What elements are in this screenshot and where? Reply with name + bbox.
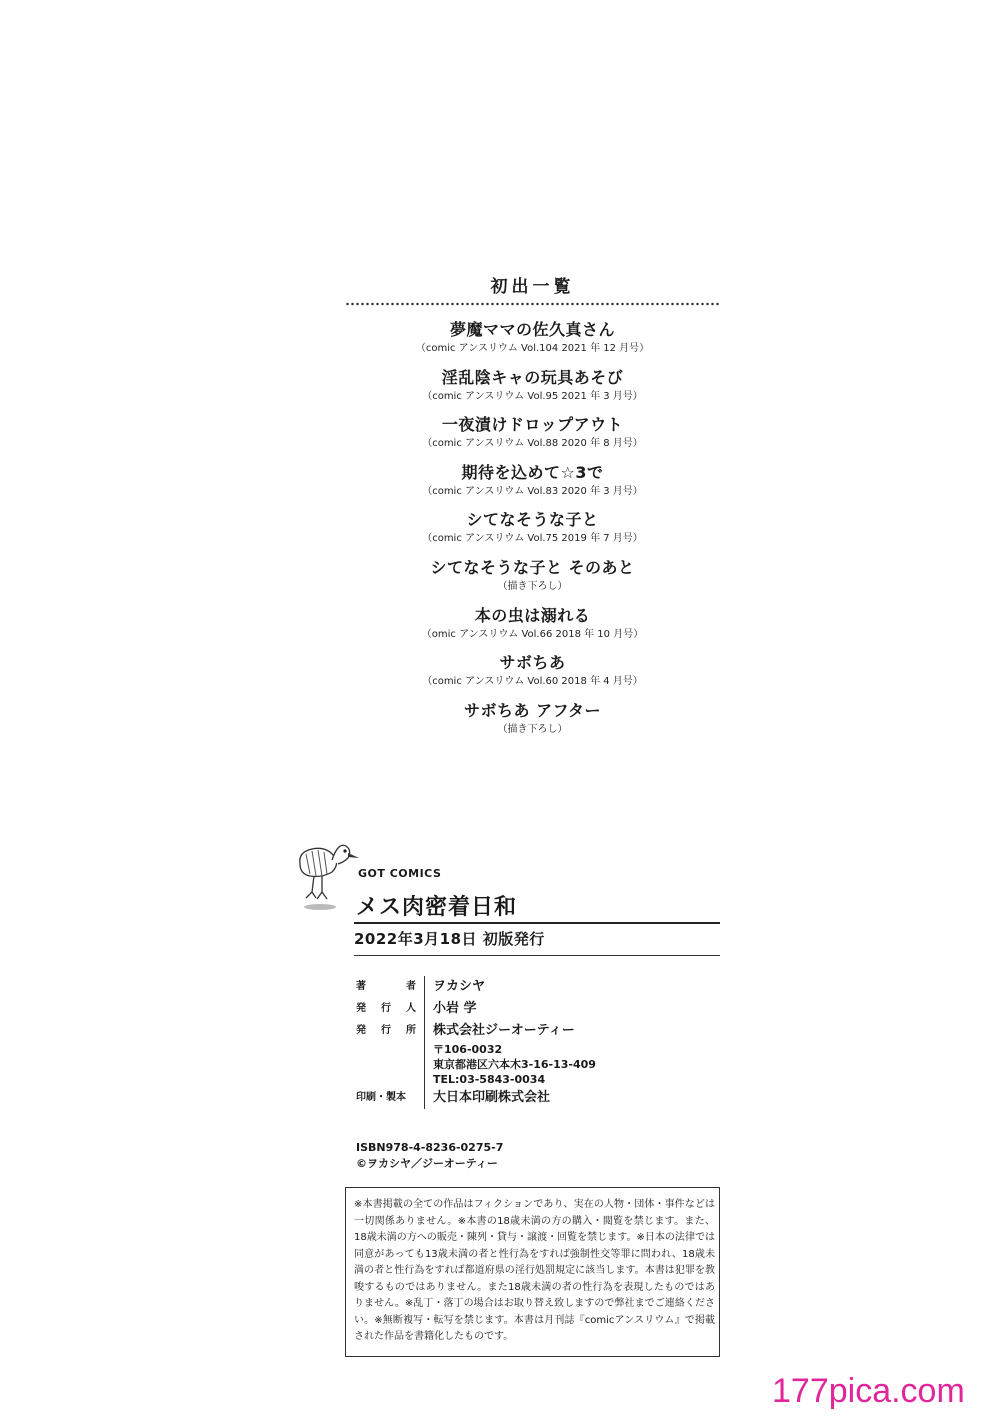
- publisher-person-row: [356, 998, 726, 1020]
- toc-entry: [345, 461, 720, 509]
- toc-title: シてなそうな子と そのあと: [430, 557, 635, 577]
- tel: TEL:03-5843-0034: [433, 1073, 546, 1086]
- toc-title: 一夜漬けドロップアウト: [441, 415, 624, 435]
- toc-source: （comic アンスリウム Vol.75 2019 年 7 月号）: [422, 533, 643, 545]
- toc-source: （comic アンスリウム Vol.104 2021 年 12 月号）: [415, 343, 650, 354]
- publisher-person: 小岩 学: [433, 1001, 477, 1016]
- author-label: 著 者: [356, 981, 416, 992]
- toc-title: シてなそうな子と: [466, 510, 599, 530]
- toc-source: （comic アンスリウム Vol.83 2020 年 3 月号）: [422, 485, 643, 497]
- book-title: メス肉密着日和: [356, 895, 518, 920]
- toc-source: （comic アンスリウム Vol.88 2020 年 8 月号）: [422, 438, 643, 450]
- address: 東京都港区六本木3-16-13-409: [433, 1058, 596, 1071]
- printer-row: [356, 1087, 726, 1109]
- colophon: [356, 976, 726, 1109]
- imprint-label: GOT COMICS: [358, 867, 442, 880]
- date-rule: [354, 955, 720, 956]
- legal-notice: ※本書掲載の全ての作品はフィクションであり、実在の人物・団体・事件などは一切関係ありません。※本書の18歳未満の方の購入・閲覧を禁じます。また、18歳未満の方への販売・陳列・貸与・譲渡・回覧を禁じます。※日本の法律では同意があっても13歳未満の者と性行為をすれば強制性交等罪に問われ、18歳未満の者と性行為をすれば都道府県の淫行処罰規定に該当します。本書は犯罪を教唆するものではありません。また18歳未満の者の性行為を表現したものではありません。※乱丁・落丁の場合はお取り替え致しますので弊社までご連絡ください。※無断複写・転写を禁じます。本書は月刊誌『comicアンスリウム』で掲載された作品を書籍化したものです。: [345, 1187, 720, 1357]
- publisher-label: 発 行 所: [356, 1025, 416, 1036]
- toc-entry: [345, 413, 720, 461]
- title-rule: [354, 922, 720, 924]
- toc-title: 夢魔ママの佐久真さん: [449, 320, 615, 339]
- publisher-person-label: 発 行 人: [356, 1003, 416, 1014]
- toc-title: サボちあ: [499, 653, 566, 673]
- publish-date: 2022年3月18日 初版発行: [354, 930, 545, 948]
- toc-entry: [345, 508, 720, 556]
- toc-title: 淫乱陰キャの玩具あそび: [441, 367, 624, 387]
- toc-entry: [345, 651, 720, 699]
- toc-entry: [345, 604, 720, 652]
- toc-source: （描き下ろし）: [497, 723, 568, 735]
- toc-source: （omic アンスリウム Vol.66 2018 年 10 月号）: [421, 628, 644, 640]
- author-name: ヲカシヤ: [433, 979, 486, 994]
- toc-entry: [345, 556, 720, 604]
- printer-name: 大日本印刷株式会社: [433, 1090, 551, 1105]
- watermark: 177pica.com: [772, 1372, 965, 1410]
- toc-source: （comic アンスリウム Vol.60 2018 年 4 月号）: [422, 676, 643, 688]
- toc-entry: [345, 318, 720, 366]
- toc-entry: [345, 366, 720, 414]
- copyright: ©ヲカシヤ／ジーオーティー: [356, 1157, 498, 1170]
- isbn-block: [356, 1140, 503, 1172]
- toc-heading: 初出一覧: [490, 277, 575, 297]
- publisher-name: 株式会社ジーオーティー: [433, 1023, 575, 1038]
- toc-title: サボちあ アフター: [464, 700, 601, 720]
- toc-list: [345, 318, 720, 746]
- bird-logo-icon: [292, 836, 362, 916]
- toc-source: （描き下ろし）: [497, 580, 568, 592]
- publisher-block: [433, 1020, 726, 1087]
- publisher-row: [356, 1020, 726, 1087]
- isbn: ISBN978-4-8236-0275-7: [356, 1141, 504, 1154]
- toc-title: 期待を込めて☆3で: [461, 462, 604, 482]
- postal-code: 〒106-0032: [433, 1043, 503, 1056]
- toc-title: 本の虫は溺れる: [474, 605, 591, 625]
- author-row: [356, 976, 726, 998]
- dotted-divider: [345, 302, 720, 306]
- toc-entry: [345, 699, 720, 747]
- printer-label: 印刷・製本: [356, 1092, 406, 1103]
- toc-source: （comic アンスリウム Vol.95 2021 年 3 月号）: [422, 390, 643, 402]
